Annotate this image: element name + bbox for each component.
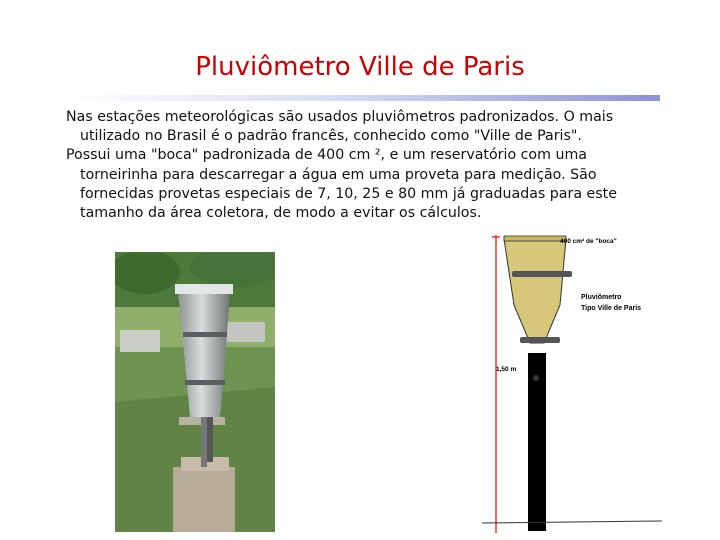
slide-title: Pluviômetro Ville de Paris [195, 52, 525, 82]
label-name-1: Pluviômetro [581, 294, 622, 301]
paragraph-2: Possui uma "boca" padronizada de 400 cm ², e um reservatório com uma torneirinha para descarregar a água em uma proveta para medição. São fornecidas provetas especiais de 7, 10, 25 e 80 mm já graduadas para este tamanho da área coletora, de modo a evitar os cálculos. [66, 147, 617, 222]
rain-gauge-diagram [482, 233, 662, 533]
paragraph-1: Nas estações meteorológicas são usados pluviômetros padronizados. O mais utilizado no Brasil é o padrão francês, conhecido como "Ville de Paris". [66, 109, 614, 145]
rain-gauge-photo [115, 252, 275, 532]
body-text [66, 108, 666, 223]
label-height: 1,50 m [496, 366, 517, 373]
label-name-2: Tipo Ville de Paris [581, 305, 642, 312]
label-area: 400 cm² de "boca" [560, 238, 617, 245]
title-underline [62, 95, 660, 101]
